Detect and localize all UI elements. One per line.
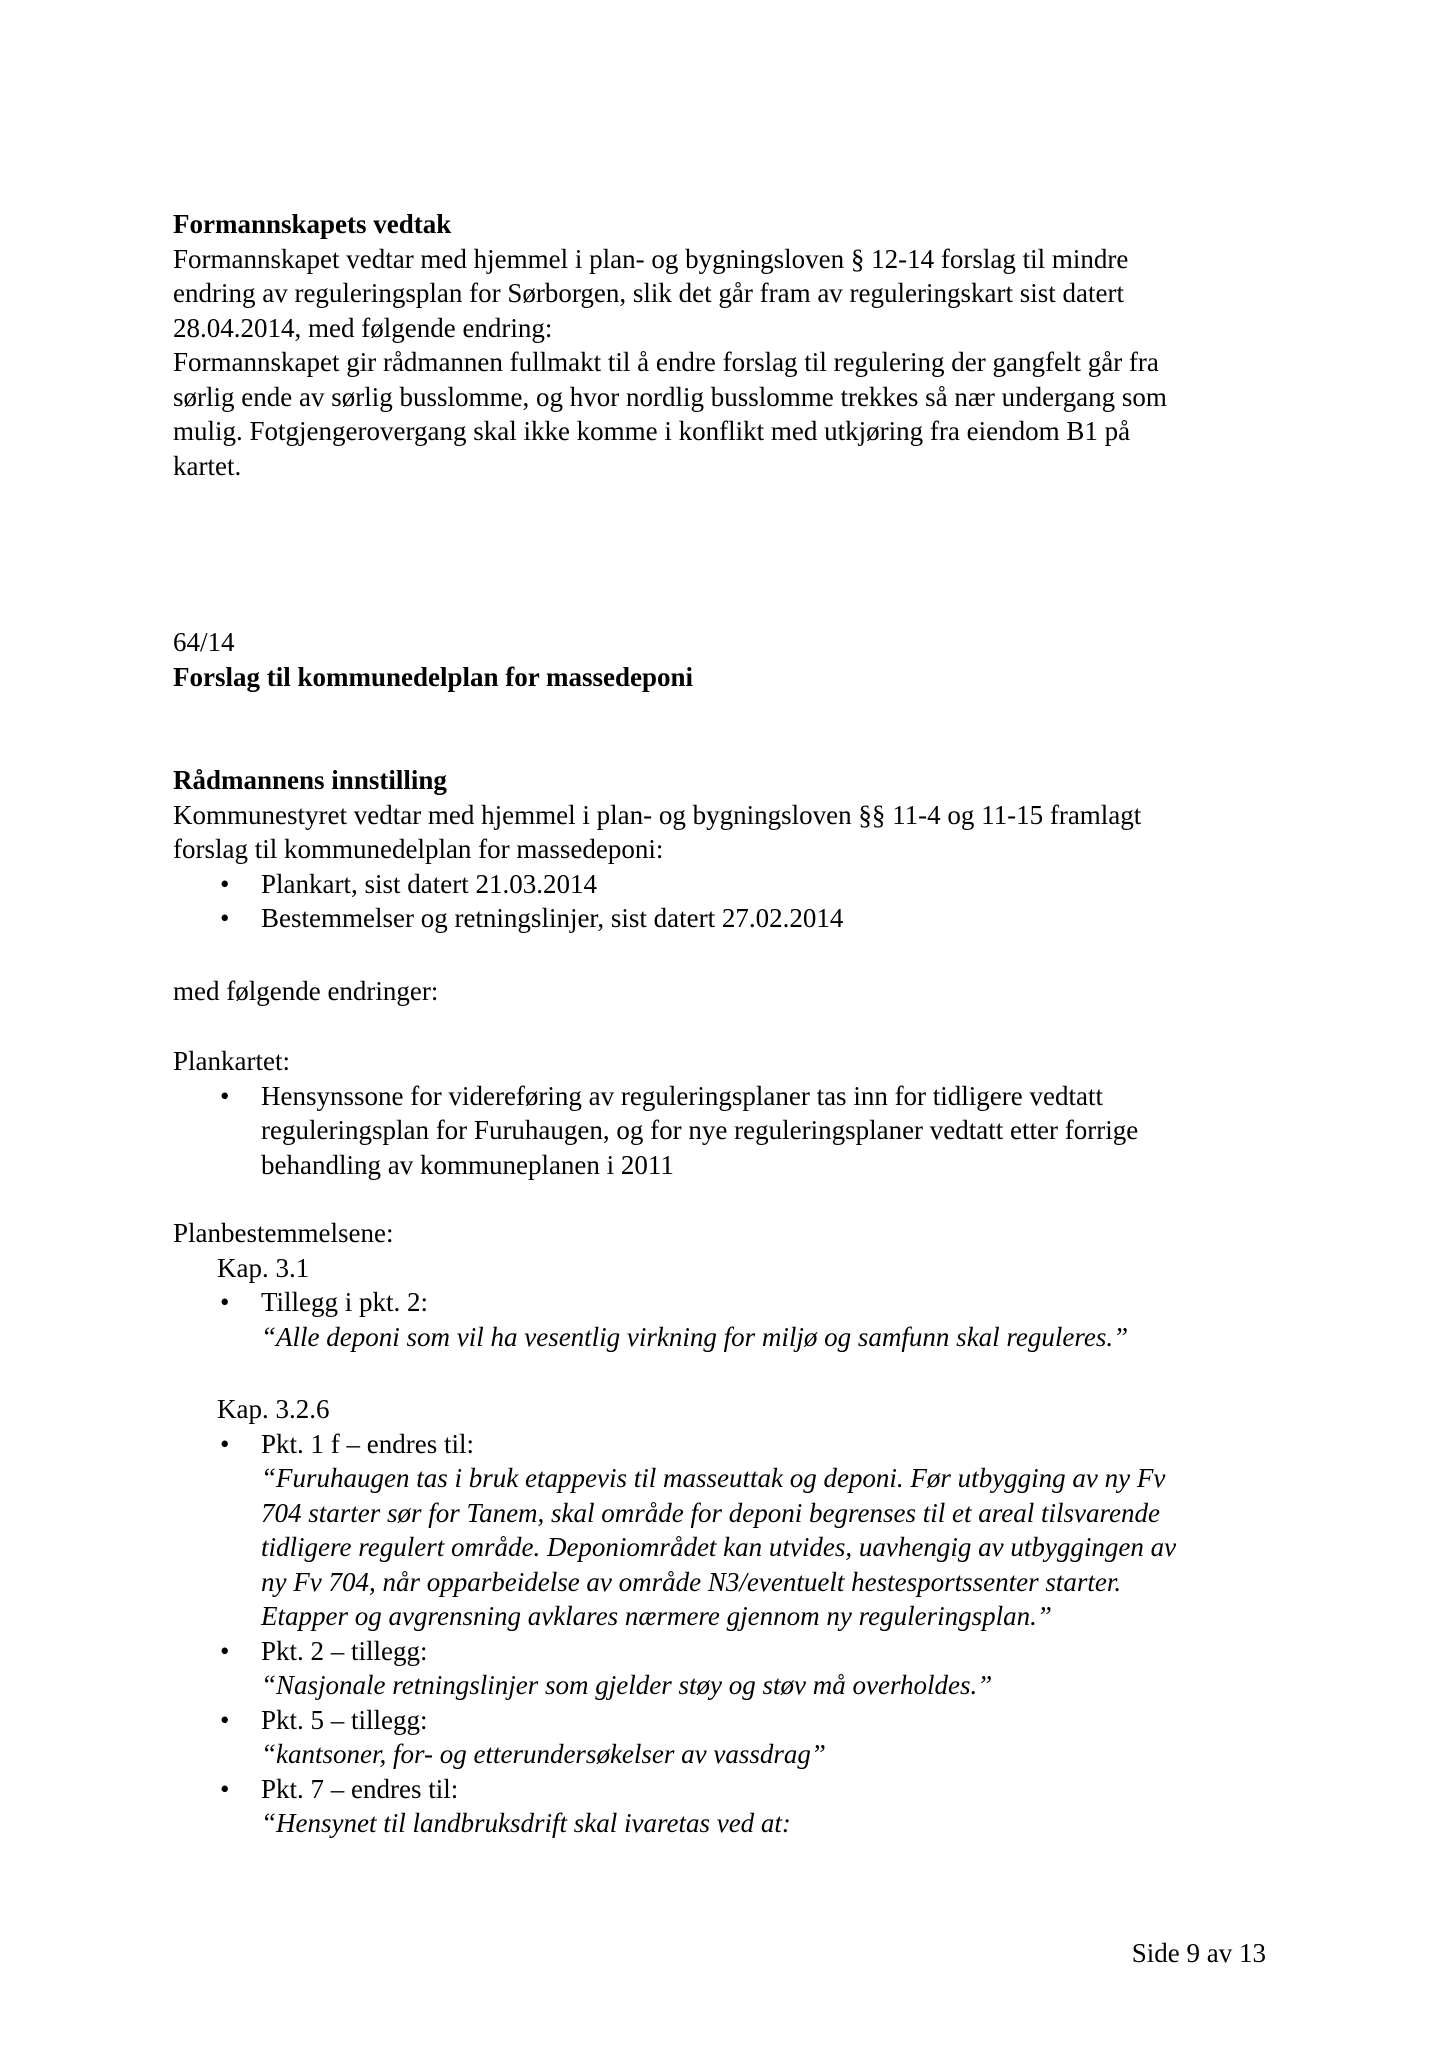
bullet-list	[173, 867, 1273, 936]
item-quote-line: “Furuhaugen tas i bruk etappevis til masseuttak og deponi. Før utbygging av ny Fv	[261, 1463, 1166, 1493]
list-item	[173, 1079, 1273, 1183]
list-item: • Bestemmelser og retningslinjer, sist datert 27.02.2014	[173, 901, 1273, 936]
changes-intro	[173, 974, 1273, 1009]
bullet-list	[173, 1285, 1273, 1354]
item-label: • Pkt. 2 – tillegg:	[261, 1635, 428, 1666]
planbest-label: Planbestemmelsene:	[173, 1218, 394, 1248]
section-heading: Formannskapets vedtak	[173, 209, 452, 239]
item-quote-line: 704 starter sør for Tanem, skal område for deponi begrenses til et areal tilsvarende	[261, 1497, 1160, 1528]
text-line: 28.04.2014, med følgende endring:	[173, 312, 553, 343]
text-line: forslag til kommunedelplan for massedeponi:	[173, 834, 664, 864]
plankart-label: Plankartet:	[173, 1046, 290, 1076]
kap-label: Kap. 3.1	[217, 1252, 310, 1283]
text-line: Kommunestyret vedtar med hjemmel i plan- og bygningsloven §§ 11-4 og 11-15 framlagt	[173, 799, 1142, 830]
item-quote-line: ny Fv 704, når opparbeidelse av område N3/eventuelt hestesportssenter starter.	[261, 1566, 1122, 1597]
list-item	[173, 1634, 1273, 1703]
section-heading: Rådmannens innstilling	[173, 765, 447, 795]
item-quote-line: tidligere regulert område. Deponiområdet kan utvides, uavhengig av utbyggingen av	[261, 1532, 1177, 1562]
item-quote-line: “Nasjonale retningslinjer som gjelder støy og støv må overholdes.”	[261, 1670, 993, 1700]
case-header	[173, 625, 1273, 694]
text-line: kartet.	[173, 450, 242, 481]
list-item	[173, 1427, 1273, 1634]
bullet-list	[173, 1079, 1273, 1183]
list-item	[173, 1703, 1273, 1772]
item-quote-line: “kantsoner, for- og etterundersøkelser av vassdrag”	[261, 1739, 826, 1769]
text-line: mulig. Fotgjengerovergang skal ikke komme i konflikt med utkjøring fra eiendom B1 på	[173, 416, 1131, 446]
text-line: endring av reguleringsplan for Sørborgen, slik det går fram av reguleringskart sist datert	[173, 278, 1124, 308]
text-line: behandling av kommuneplanen i 2011	[261, 1149, 674, 1180]
case-number: 64/14	[173, 627, 235, 657]
case-title: Forslag til kommunedelplan for massedeponi	[173, 661, 694, 692]
item-label: • Pkt. 1 f – endres til:	[261, 1428, 474, 1459]
plankart-section	[173, 1044, 1273, 1182]
formannskap-decision	[173, 207, 1273, 483]
item-label: • Pkt. 7 – endres til:	[261, 1773, 459, 1804]
kap-3-2-6-section	[173, 1392, 1273, 1841]
bullet-list	[173, 1427, 1273, 1841]
text-line: • Hensynssone for videreføring av reguleringsplaner tas inn for tidligere vedtatt	[261, 1080, 1103, 1111]
item-quote-line: “Hensynet til landbruksdrift skal ivaretas ved at:	[261, 1808, 791, 1838]
list-item: • Plankart, sist datert 21.03.2014	[173, 867, 1273, 902]
text-line: med følgende endringer:	[173, 976, 439, 1006]
item-label: • Tillegg i pkt. 2:	[261, 1287, 429, 1317]
radmann-recommendation	[173, 763, 1273, 936]
text-line: sørlig ende av sørlig busslomme, og hvor nordlig busslomme trekkes så nær undergang som	[173, 381, 1167, 412]
text-line: Formannskapet vedtar med hjemmel i plan- og bygningsloven § 12-14 forslag til mindre	[173, 243, 1129, 274]
kap-label: Kap. 3.2.6	[217, 1394, 330, 1424]
item-quote: “Alle deponi som vil ha vesentlig virkning for miljø og samfunn skal reguleres.”	[261, 1321, 1129, 1352]
planbestemmelser-section	[173, 1216, 1273, 1354]
item-label: • Pkt. 5 – tillegg:	[261, 1704, 428, 1735]
text-line: Formannskapet gir rådmannen fullmakt til å endre forslag til regulering der gangfelt går fra	[173, 347, 1159, 377]
list-item	[173, 1772, 1273, 1841]
page-number: Side 9 av 13	[1131, 1938, 1266, 1968]
list-item	[173, 1285, 1273, 1354]
text-line: reguleringsplan for Furuhaugen, og for nye reguleringsplaner vedtatt etter forrige	[261, 1115, 1139, 1145]
item-quote-line: Etapper og avgrensning avklares nærmere gjennom ny reguleringsplan.”	[261, 1601, 1052, 1631]
